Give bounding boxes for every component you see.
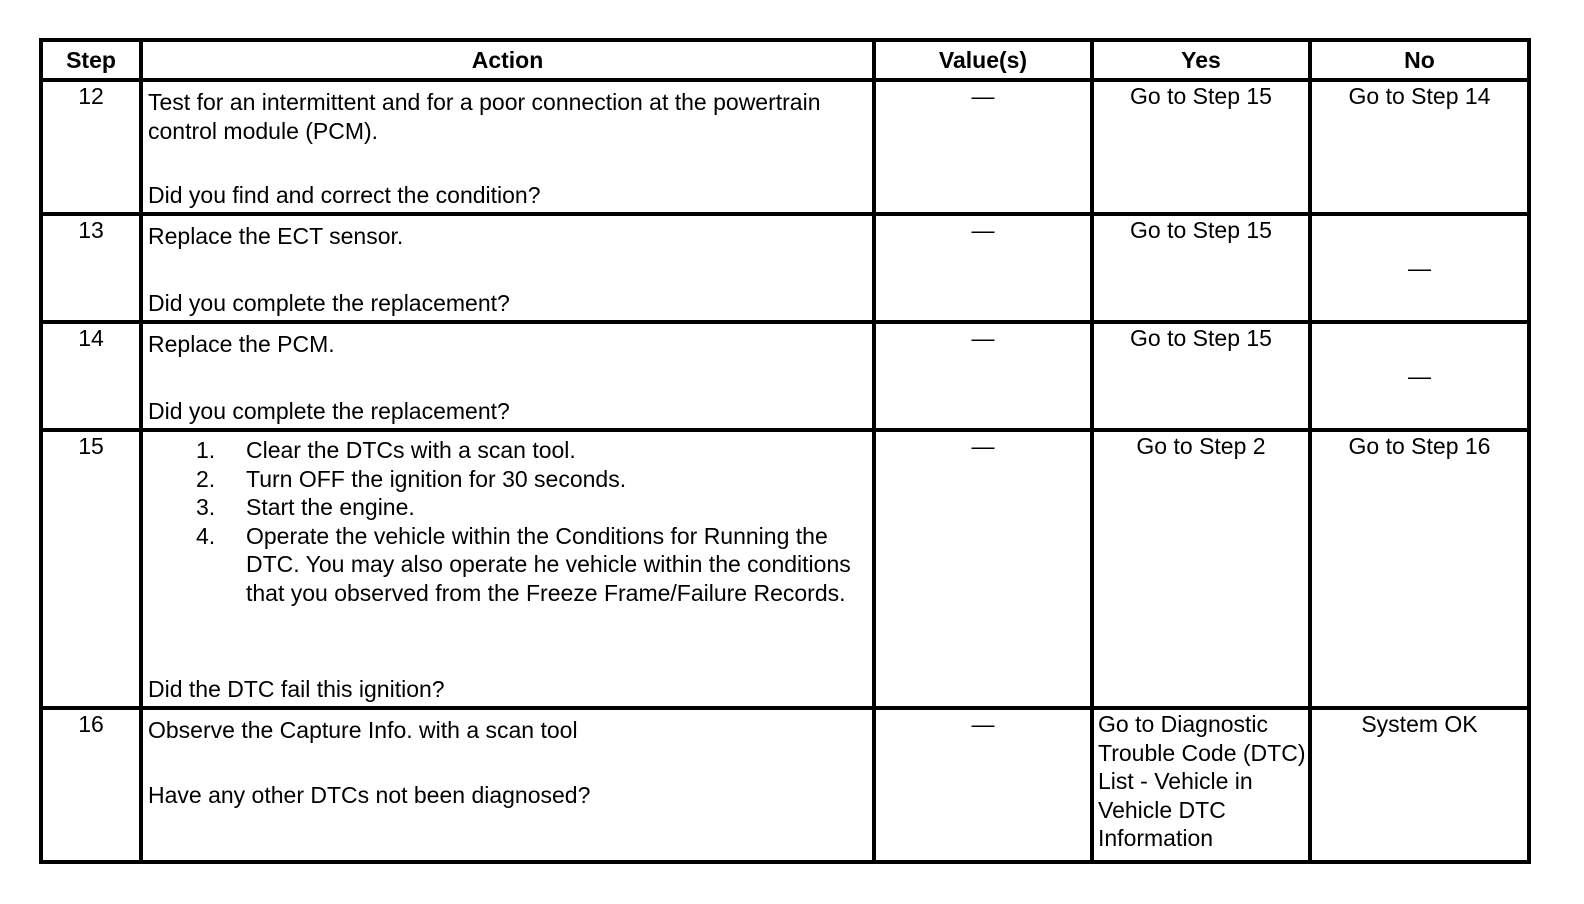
table-row-step-16 [41,708,1529,862]
no-result: System OK [1310,708,1529,862]
step-number: 13 [41,214,141,322]
list-item-number: 1. [196,437,216,463]
list-item-text: Turn OFF the ignition for 30 seconds. [246,465,627,492]
list-item [143,436,864,465]
step-number: 12 [41,80,141,214]
header-action: Action [141,40,874,80]
yes-result: Go to Step 15 [1092,322,1310,430]
action-cell [141,708,874,862]
list-item-number: 4. [196,522,216,549]
list-item-text: Operate the vehicle within the Conditions for Running the DTC. You may also operate he vehicle within the conditions that you observed from the Freeze Frame/Failure Records. [246,522,851,606]
action-text: Replace the ECT sensor. [148,223,404,249]
list-item-text: Clear the DTCs with a scan tool. [246,437,576,463]
header-row [41,40,1529,80]
action-question: Did you complete the replacement? [148,397,510,424]
header-step: Step [41,40,141,80]
diagnostic-table [39,38,1531,864]
table-row-step-13 [41,214,1529,322]
action-cell [141,80,874,214]
value-cell: — [874,430,1092,708]
header-no: No [1310,40,1529,80]
header-values: Value(s) [874,40,1092,80]
no-result: Go to Step 16 [1310,430,1529,708]
action-list [143,436,864,607]
action-cell [141,214,874,322]
list-item [143,493,864,522]
value-cell: — [874,322,1092,430]
value-cell: — [874,80,1092,214]
action-question: Did you complete the replacement? [148,289,510,316]
action-cell [141,430,874,708]
header-yes: Yes [1092,40,1310,80]
action-question: Have any other DTCs not been diagnosed? [148,782,591,808]
list-item [143,522,864,608]
table-row-step-14 [41,322,1529,430]
yes-result: Go to Step 15 [1092,80,1310,214]
list-item-number: 3. [196,494,216,520]
no-result: Go to Step 14 [1310,80,1529,214]
list-item [143,465,864,494]
value-cell: — [874,214,1092,322]
action-text: Replace the PCM. [148,331,335,357]
step-number: 16 [41,708,141,862]
yes-result: Go to Diagnostic Trouble Code (DTC) List - Vehicle in Vehicle DTC Information [1092,708,1310,862]
action-text: Observe the Capture Info. with a scan tool [148,717,578,743]
table-row-step-12 [41,80,1529,214]
action-text: Test for an intermittent and for a poor connection at the powertrain control module (PCM). [148,89,821,144]
list-item-number: 2. [196,465,216,492]
list-item-text: Start the engine. [246,494,415,520]
value-cell: — [874,708,1092,862]
action-cell [141,322,874,430]
no-result: — [1310,214,1529,322]
no-result: — [1310,322,1529,430]
table-row-step-15 [41,430,1529,708]
yes-result: Go to Step 2 [1092,430,1310,708]
yes-result: Go to Step 15 [1092,214,1310,322]
step-number: 15 [41,430,141,708]
action-question: Did you find and correct the condition? [148,181,541,208]
action-question: Did the DTC fail this ignition? [148,675,445,702]
step-number: 14 [41,322,141,430]
